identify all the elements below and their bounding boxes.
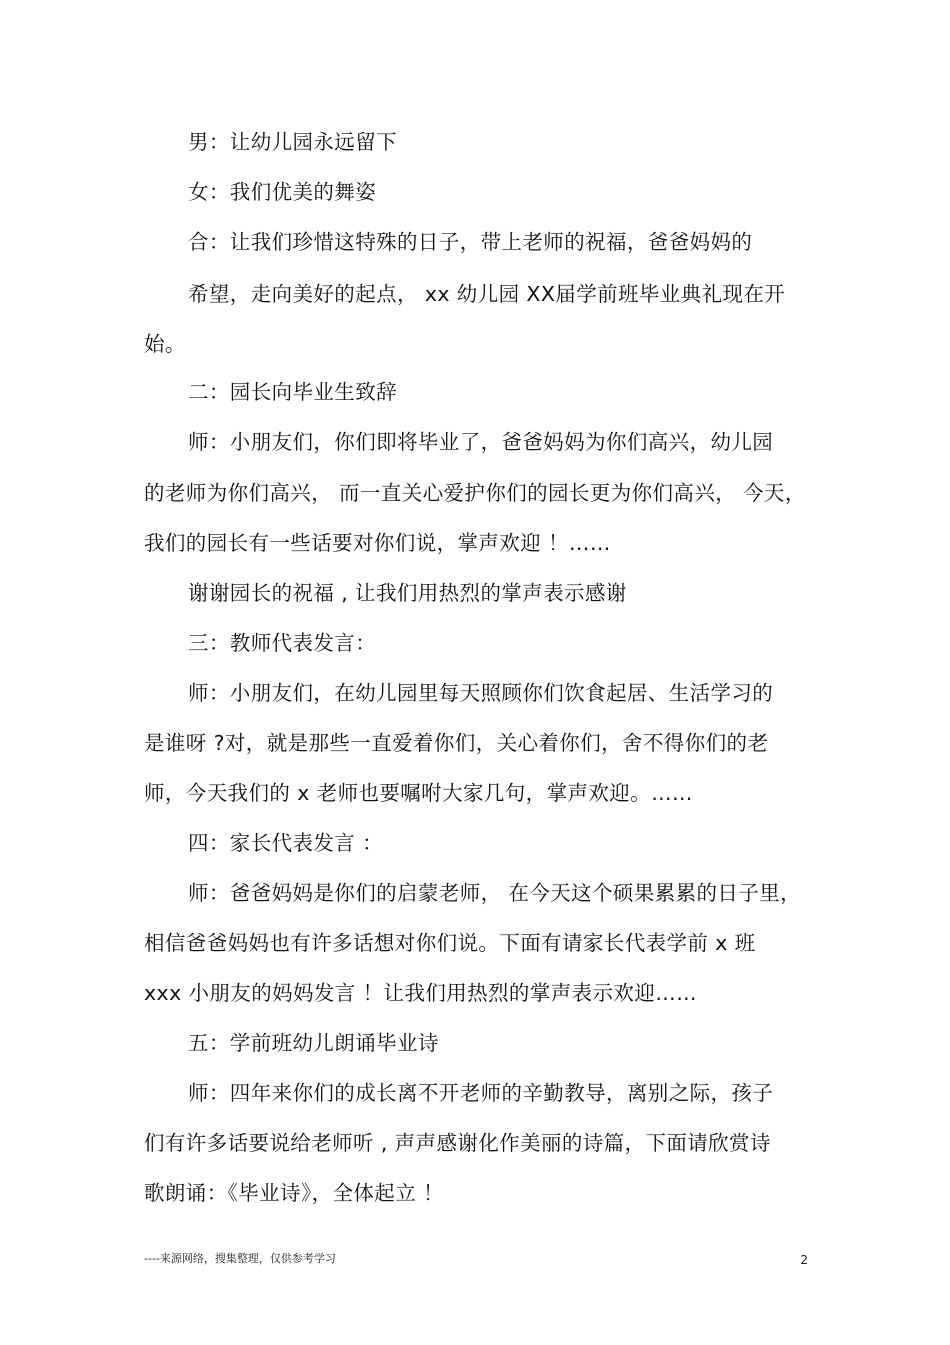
text-line: 师，今天我们的 x 老师也要嘱咐大家几句，掌声欢迎。……	[144, 781, 693, 805]
text-line: 们有许多话要说给老师听 , 声声感谢化作美丽的诗篇，下面请欣赏诗	[144, 1131, 771, 1155]
text-line: 合：让我们珍惜这特殊的日子，带上老师的祝福，爸爸妈妈的	[188, 230, 753, 254]
text-line: 歌朗诵：《毕业诗》，全体起立 ！	[144, 1181, 444, 1205]
text-line: 女：我们优美的舞姿	[188, 180, 377, 204]
section-heading: 五：学前班幼儿朗诵毕业诗	[188, 1031, 439, 1055]
section-heading: 三：教师代表发言：	[188, 631, 377, 655]
text-line: 我们的园长有一些话要对你们说，掌声欢迎 ！……	[144, 531, 611, 555]
text-line: 师：小朋友们，你们即将毕业了，爸爸妈妈为你们高兴，幼儿园	[188, 430, 774, 454]
text-line: 师：爸爸妈妈是你们的启蒙老师， 在今天这个硕果累累的日子里，	[188, 881, 802, 905]
text-line: 希望，走向美好的起点， xx 幼儿园 XX届学前班毕业典礼现在开	[188, 282, 786, 306]
text-line: 的老师为你们高兴， 而一直关心爱护你们的园长更为你们高兴， 今天，	[144, 481, 806, 505]
section-heading: 二：园长向毕业生致辞	[188, 380, 397, 404]
text-line: xxx 小朋友的妈妈发言 ！让我们用热烈的掌声表示欢迎……	[144, 981, 698, 1005]
text-line: 师：小朋友们，在幼儿园里每天照顾你们饮食起居、生活学习的	[188, 681, 774, 705]
text-line: 始。	[144, 332, 186, 356]
text-line: 谢谢园长的祝福 , 让我们用热烈的掌声表示感谢	[188, 581, 627, 605]
section-heading: 四：家长代表发言 ：	[188, 831, 384, 855]
text-line: 男：让幼儿园永远留下	[188, 130, 397, 154]
text-line: 相信爸爸妈妈也有许多话想对你们说。下面有请家长代表学前 x 班	[144, 931, 756, 955]
footer-source-note: ----来源网络，搜集整理，仅供参考学习	[144, 1252, 336, 1265]
page-number: 2	[800, 1253, 808, 1267]
text-line: 是谁呀 ?对，就是那些一直爱着你们，关心着你们，舍不得你们的老	[144, 731, 769, 755]
text-line: 师：四年来你们的成长离不开老师的辛勤教导，离别之际，孩子	[188, 1081, 774, 1105]
